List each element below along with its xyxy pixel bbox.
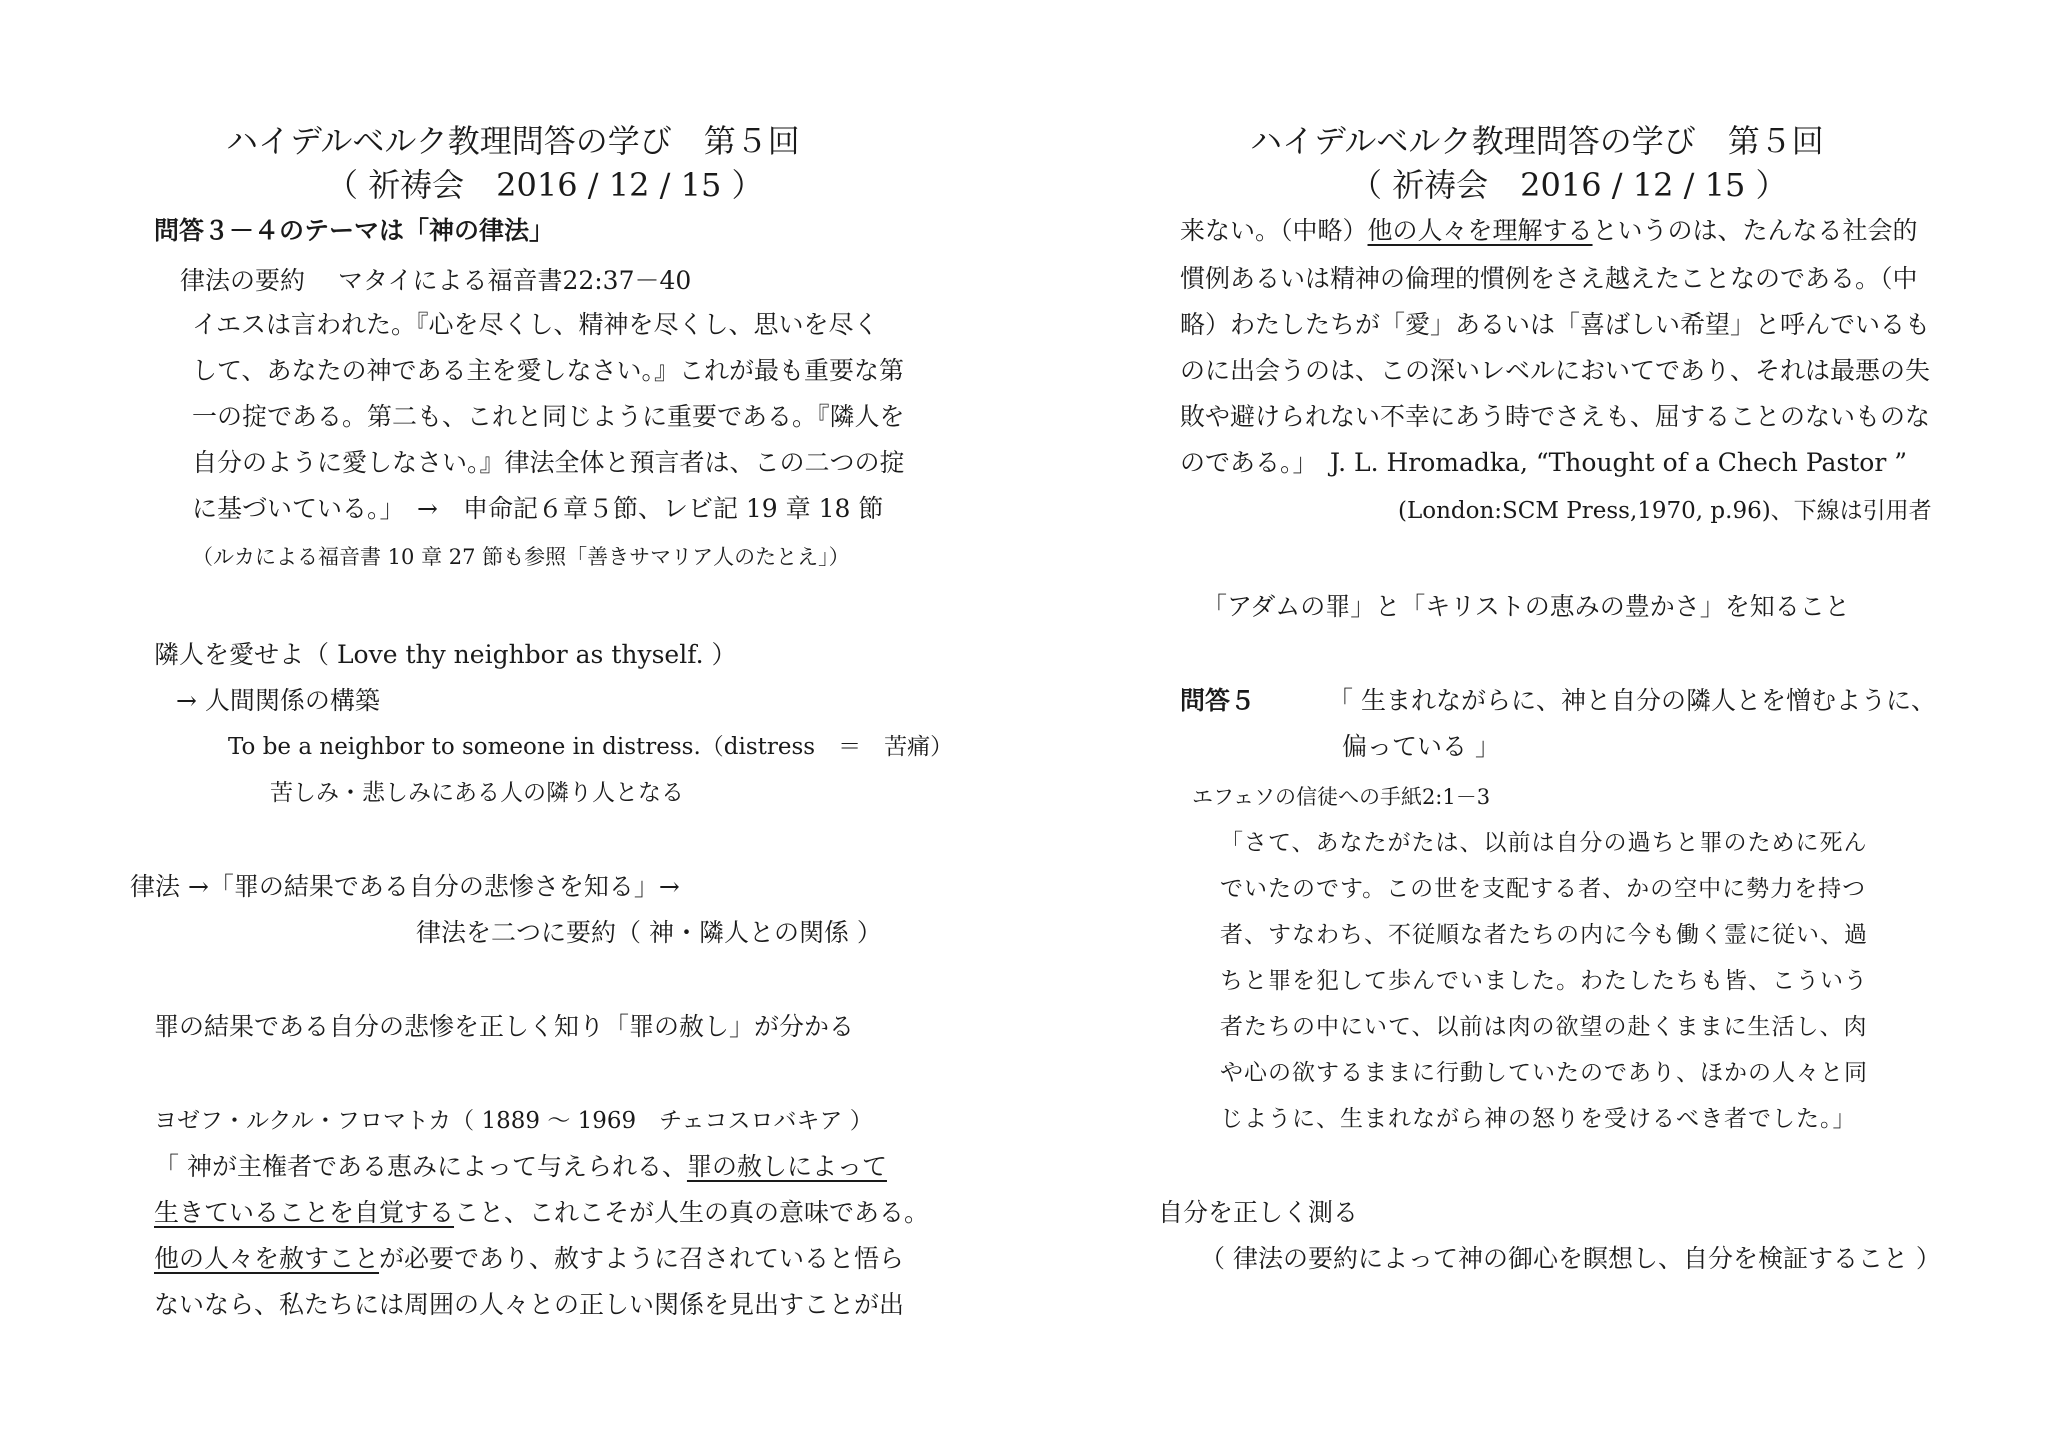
hromadka-quote-text: こと、これこそが人生の真の意味である。 [454, 1198, 930, 1227]
ephesians-quote-line: ちと罪を犯して歩んでいました。わたしたちも皆、こういう [1220, 968, 1868, 994]
matthew-quote-line: 一の掟である。第二も、これと同じように重要である。『隣人を [192, 402, 905, 431]
q5-text-line: 「 生まれながらに、神と自分の隣人とを憎むように、 [1328, 686, 1936, 715]
ephesians-quote-line: 者、すなわち、不従順な者たちの内に今も働く霊に従い、過 [1220, 922, 1868, 948]
measure-detail: （ 律法の要約によって神の御心を瞑想し、自分を検証すること ） [1200, 1244, 1941, 1273]
hromadka-continued-line: のに出会うのは、この深いレベルにおいてであり、それは最悪の失 [1180, 356, 1931, 385]
hromadka-quote-text: が必要であり、赦すように召されていると悟ら [379, 1244, 905, 1273]
q5-text-line: 偏っている 」 [1342, 732, 1500, 761]
hromadka-quote-text: というのは、たんなる社会的 [1592, 216, 1918, 245]
theme-heading: 問答３－４のテーマは「神の律法」 [154, 216, 555, 245]
citation: (London:SCM Press,1970, p.96)、下線は引用者 [1398, 498, 1932, 524]
hromadka-header: ヨゼフ・ルクル・フロマトカ（ 1889 ～ 1969 チェコスロバキア ） [154, 1108, 873, 1134]
hromadka-quote-text: 「 神が主権者である恵みによって与えられる、 [154, 1152, 687, 1181]
law-flow-line-2: 律法を二つに要約（ 神・隣人との関係 ） [416, 918, 882, 947]
right-page [1024, 0, 2048, 1449]
hromadka-continued-line: 略）わたしたちが「愛」あるいは「喜ばしい希望」と呼んでいるも [1180, 310, 1931, 339]
page-subtitle: （ 祈祷会 2016 / 12 / 15 ） [1350, 166, 1788, 204]
law-flow-line-1: 律法 →「罪の結果である自分の悲惨さを知る」→ [130, 872, 680, 901]
love-neighbor-heading: 隣人を愛せよ（ Love thy neighbor as thyself. ） [154, 640, 737, 669]
measure-heading: 自分を正しく測る [1158, 1198, 1359, 1227]
law-summary-reference: 律法の要約 マタイによる福音書22:37－40 [180, 266, 692, 295]
ephesians-reference: エフェソの信徒への手紙2:1－3 [1192, 785, 1491, 809]
underlined-phrase: 他の人々を赦すこと [154, 1244, 380, 1273]
underlined-phrase: 生きていることを自覚する [154, 1198, 455, 1227]
hromadka-quote-line [154, 1242, 904, 1276]
matthew-quote-line: イエスは言われた。『心を尽くし、精神を尽くし、思いを尽く [192, 310, 879, 339]
ephesians-quote-line: 「さて、あなたがたは、以前は自分の過ちと罪のために死ん [1220, 830, 1868, 856]
relationship-point: → 人間関係の構築 [176, 686, 380, 715]
hromadka-continued-line [1180, 214, 1918, 248]
ephesians-quote-line: 者たちの中にいて、以前は肉の欲望の赴くままに生活し、肉 [1220, 1014, 1868, 1040]
page-title: ハイデルベルク教理問答の学び 第５回 [1250, 122, 1824, 160]
sin-forgiveness-point: 罪の結果である自分の悲惨を正しく知り「罪の赦し」が分かる [154, 1012, 855, 1041]
hromadka-quote-line [154, 1196, 929, 1230]
page-subtitle: （ 祈祷会 2016 / 12 / 15 ） [326, 166, 764, 204]
underlined-phrase: 他の人々を理解する [1367, 216, 1593, 245]
q5-label: 問答５ [1180, 686, 1256, 715]
hromadka-quote-line [154, 1150, 887, 1184]
distress-japanese: 苦しみ・悲しみにある人の隣り人となる [270, 780, 684, 806]
hromadka-quote-line: ないなら、私たちには周囲の人々との正しい関係を見出すことが出 [154, 1290, 905, 1319]
matthew-quote-line: に基づいている。」 → 申命記６章５節、レビ記 19 章 18 節 [192, 494, 884, 523]
ephesians-quote-line: でいたのです。この世を支配する者、かの空中に勢力を持つ [1220, 876, 1867, 902]
underlined-phrase: 罪の赦しによって [686, 1152, 887, 1181]
matthew-quote-line: して、あなたの神である主を愛しなさい。』これが最も重要な第 [192, 356, 905, 385]
ephesians-quote-line: じように、生まれながら神の怒りを受けるべき者でした。」 [1220, 1106, 1857, 1132]
hromadka-continued-line: 敗や避けられない不幸にあう時でさえも、屈することのないものな [1180, 402, 1931, 431]
page-title: ハイデルベルク教理問答の学び 第５回 [226, 122, 800, 160]
adam-christ-heading: 「アダムの罪」と「キリストの恵みの豊かさ」を知ること [1202, 592, 1850, 621]
ephesians-quote-line: や心の欲するままに行動していたのであり、ほかの人々と同 [1220, 1060, 1868, 1086]
luke-reference-note: （ルカによる福音書 10 章 27 節も参照「善きサマリア人のたとえ」） [192, 545, 850, 569]
distress-english: To be a neighbor to someone in distress.（distress ＝ 苦痛） [228, 734, 954, 760]
hromadka-quote-text: 来ない。（中略） [1180, 216, 1368, 245]
hromadka-continued-line: 慣例あるいは精神の倫理的慣例をさえ越えたことなのである。（中 [1180, 264, 1918, 293]
matthew-quote-line: 自分のように愛しなさい。』律法全体と預言者は、この二つの掟 [192, 448, 905, 477]
hromadka-continued-line: のである。」 J. L. Hromadka, “Thought of a Chech Pastor ” [1180, 448, 1908, 477]
